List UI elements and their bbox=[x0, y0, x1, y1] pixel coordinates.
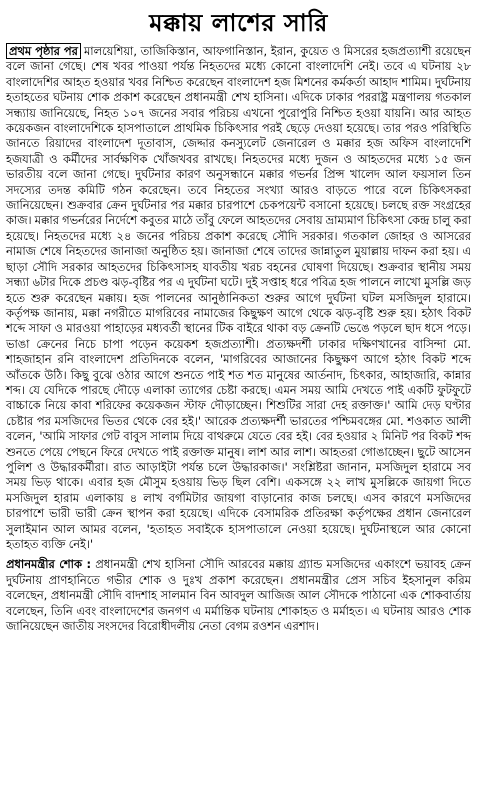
headline: মক্কায় লাশের সারি bbox=[149, 9, 328, 37]
article-body-paragraph bbox=[6, 44, 471, 552]
continued-from-page-label: প্রথম পৃষ্ঠার পর bbox=[6, 43, 81, 59]
pm-condolence-label: প্রধানমন্ত্রীর শোক : bbox=[6, 557, 92, 572]
pm-condolence-text: প্রধানমন্ত্রী শেখ হাসিনা সৌদি আরবের মক্কায় গ্র্যান্ড মসজিদের একাংশে ভয়াবহ ক্রেন দুর্ঘটনায় প্রাণহানিতে গভীর শোক ও দুঃখ প্রকাশ করেছেন। প্রধানমন্ত্রীর প্রেস সচিব ইহসানুল করিম বলেছেন, প্রধানমন্ত্রী সৌদি বাদশাহ সালমান বিন আবদুল আজিজ আল সৌদকে পাঠানো এক শোকবার্তায় বলেছেন, তিনি এবং বাংলাদেশের জনগণ এ মর্মান্তিক ঘটনায় শোকাহত ও মর্মাহত। এ ঘটনায় আরও শোক জানিয়েছেন জাতীয় সংসদের বিরোধীদলীয় নেতা বেগম রওশন এরশাদ। bbox=[6, 557, 472, 634]
article-body-text: মালয়েশিয়া, তাজিকিস্তান, আফগানিস্তান, ইরান, কুয়েত ও মিসরের হজপ্রত্যাশী রয়েছেন বলে জানা গেছে। শেষ খবর পাওয়া পর্যন্ত নিহতদের মধ্যে কোনো বাংলাদেশি নেই। তবে এ ঘটনায় ২৮ বাংলাদেশির আহত হওয়ার খবর নিশ্চিত করেছেন বাংলাদেশ হজ মিশনের কর্মকর্তা আহাদ শামিম। দুর্ঘটনায় হতাহতের ঘটনায় শোক প্রকাশ করেছেন প্রধানমন্ত্রী শেখ হাসিনা। এদিকে ঢাকার পররাষ্ট্র মন্ত্রণালয় গতকাল সন্ধ্যায় জানিয়েছে, নিহত ১০৭ জনের সবার পরিচয় এখনো পুরোপুরি নিশ্চিত হওয়া যায়নি। আর আহত কয়েকজন বাংলাদেশিকে হাসপাতালে প্রাথমিক চিকিৎসার পরই ছেড়ে দেওয়া হয়েছে। তার পরও পরিস্থিতি জানতে রিয়াদের বাংলাদেশ দূতাবাস, জেদ্দার কনস্যুলেট জেনারেল ও মক্কার হজ অফিস বাংলাদেশি হজযাত্রী ও কর্মীদের সার্বক্ষণিক খোঁজখবর রাখছে। নিহতদের মধ্যে দুজন ও আহতদের মধ্যে ১৫ জন ভারতীয় বলে জানা গেছে। দুর্ঘটনার কারণ অনুসন্ধানে মক্কার গভর্নর প্রিন্স খালেদ আল ফয়সাল তিন সদস্যের তদন্ত কমিটি গঠন করেছেন। তবে নিহতের সংখ্যা আরও বাড়তে পারে বলে চিকিৎসকরা জানিয়েছেন। শুক্রবার ক্রেন দুর্ঘটনার পর মক্কার চারপাশে চেকপয়েন্ট বসানো হয়েছে। চলছে রক্ত সংগ্রহের কাজ। মক্কার গভর্নরের নির্দেশে কবুতর মাঠে তাঁবু ফেলে আহতদের সেবায় ভ্রাম্যমাণ চিকিৎসা কেন্দ্র চালু করা হয়েছে। নিহতদের মধ্যে ২৪ জনের পরিচয় প্রকাশ করেছে সৌদি সরকার। গতকাল জোহর ও আসরের নামাজ শেষে নিহতদের জানাজা অনুষ্ঠিত হয়। জানাজা শেষে তাদের জান্নাতুল মুয়াল্লায় দাফন করা হয়। এ ছাড়া সৌদি সরকার আহতদের চিকিৎসাসহ যাবতীয় খরচ বহনের ঘোষণা দিয়েছে। শুক্রবার স্থানীয় সময় সন্ধ্যা ৬টার দিকে প্রচণ্ড ঝড়-বৃষ্টির পর এ দুর্ঘটনা ঘটে। দুই সপ্তাহ ধরে পবিত্র হজ পালনে লাখো মুসল্লি জড় হতে শুরু করেছেন মক্কায়। হজ পালনের আনুষ্ঠানিকতা শুরুর আগে দুর্ঘটনা ঘটল মসজিদুল হারামে। কর্তৃপক্ষ জানায়, মক্কা নগরীতে মাগরিবের নামাজের কিছুক্ষণ আগে থেকে ঝড়-বৃষ্টি শুরু হয়। হঠাৎ বিকট শব্দে সাফা ও মারওয়া পাহাড়ের মধ্যবর্তী স্থানের টিক বাইরে থাকা বড় ক্রেনটি ভেঙে পড়লে ছাদ ধসে পড়ে। ভাঙা ক্রেনের নিচে চাপা পড়েন কয়েকশ হজপ্রত্যাশী। প্রত্যক্ষদর্শী ঢাকার দক্ষিণখানের বাসিন্দা মো. শাহজাহান রনি বাংলাদেশ প্রতিদিনকে বলেন, 'মাগরিবের আজানের কিছুক্ষণ আগে হঠাৎ বিকট শব্দে আঁতকে উঠি। কিছু বুঝে ওঠার আগে শুনতে পাই শত শত মানুষের আর্তনাদ, চিৎকার, আহাজারি, কান্নার শব্দ। যে যেদিকে পারছে দৌড়ে এলাকা ত্যাগের চেষ্টা করছে। এমন সময় আমি দেখতে পাই একটি ফুটফুটে বাচ্চাকে নিয়ে কাবা শরিফের কয়েকজন স্টাফ দৌড়াচ্ছেন। শিশুটির সারা দেহ রক্তাক্ত।' আমি দেড় ঘণ্টার চেষ্টার পর মসজিদের ভিতর থেকে বের হই।' আরেক প্রত্যক্ষদর্শী ভারতের পশ্চিমবঙ্গের মো. শওকাত আলী বলেন, 'আমি সাফার গেট বাবুস সালাম দিয়ে বাথরুমে যেতে বের হই। বের হওয়ার ২ মিনিট পর বিকট শব্দ শুনতে পেয়ে পেছনে ফিরে দেখতে পাই রক্তাক্ত মানুষ। লাশ আর লাশ। আহতরা গোঙাচ্ছেন। ছুটে আসেন পুলিশ ও উদ্ধারকর্মীরা। রাত আড়াইটা পর্যন্ত চলে উদ্ধারকাজ।' সংশ্লিষ্টরা জানান, মসজিদুল হারামে সব সময় ভিড় থাকে। এবার হজ মৌসুম হওয়ায় ভিড় ছিল বেশি। একসঙ্গে ২২ লাখ মুসল্লিকে জায়গা দিতে মসজিদুল হারাম এলাকায় ৪ লাখ বর্গমিটার জায়গা বাড়ানোর কাজ চলছে। এসব কারণে মসজিদের চারপাশে ভারী ভারী ক্রেন স্থাপন করা হয়েছে। এদিকে বেসামরিক প্রতিরক্ষা কর্তৃপক্ষের প্রধান জেনারেল সুলাইমান আল আমর বলেন, 'হতাহত সবাইকে হাসপাতালে নেওয়া হয়েছে। দুর্ঘটনাস্থলে আর কোনো হতাহত ব্যক্তি নেই।' bbox=[6, 44, 471, 551]
pm-condolence-paragraph bbox=[6, 557, 471, 634]
